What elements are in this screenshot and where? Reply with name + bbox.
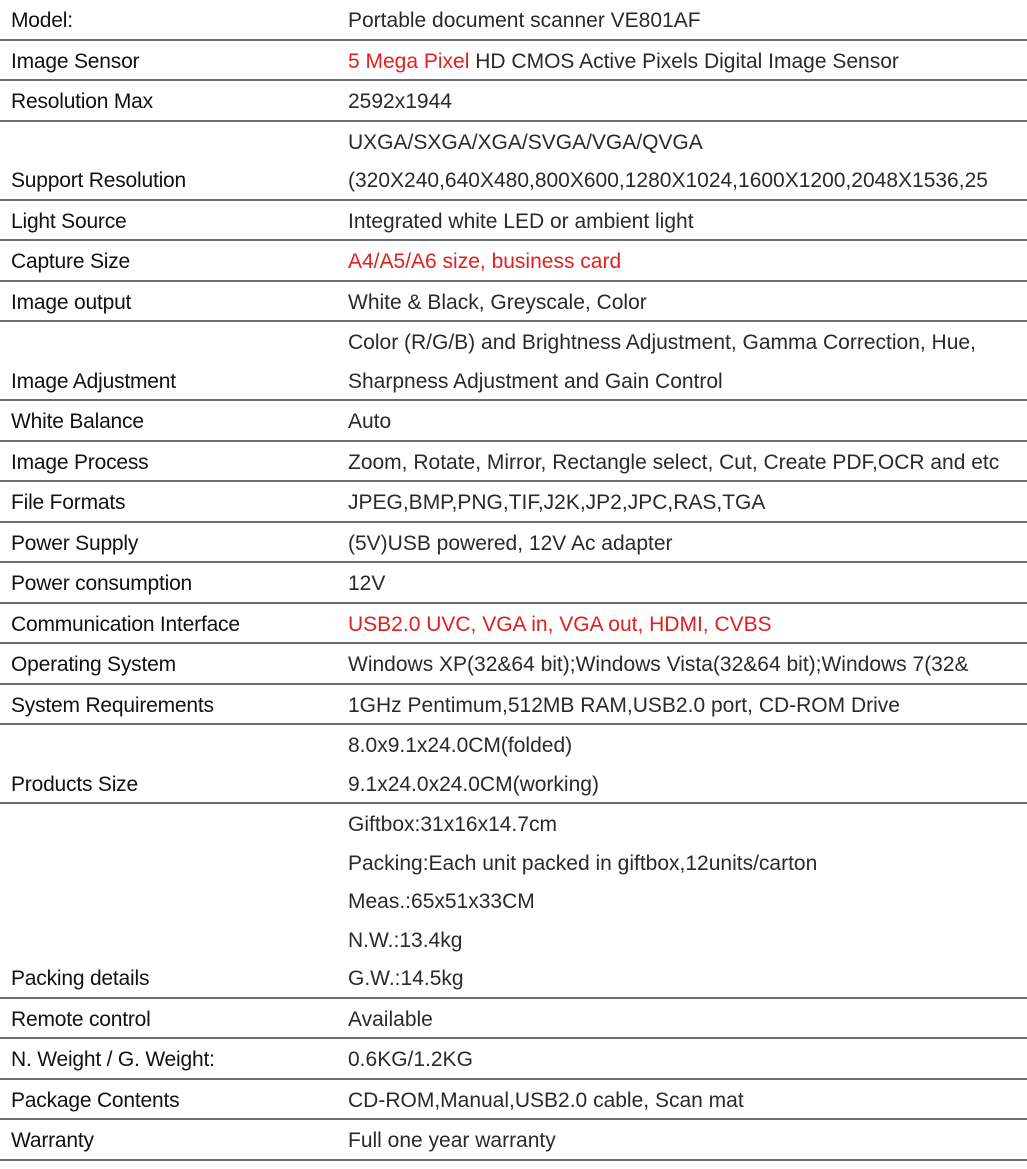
- spec-row: [0, 562, 1027, 603]
- value-text: Integrated white LED or ambient light: [348, 209, 694, 233]
- spec-label-text: Warranty: [11, 1129, 94, 1152]
- spec-label: [0, 80, 336, 121]
- spec-value-line: [348, 999, 1027, 1038]
- spec-value: [336, 724, 1027, 803]
- spec-label: [0, 1119, 336, 1160]
- spec-label: [0, 603, 336, 644]
- spec-label-text: Capture Size: [11, 250, 130, 273]
- spec-value: [336, 121, 1027, 200]
- spec-value: [336, 400, 1027, 441]
- spec-row: [0, 240, 1027, 281]
- spec-row: [0, 400, 1027, 441]
- value-text: Available: [348, 1007, 433, 1031]
- value-text: HD CMOS Active Pixels Digital Image Sensor: [469, 49, 899, 73]
- spec-value: [336, 1079, 1027, 1120]
- spec-value: [336, 481, 1027, 522]
- spec-label: [0, 562, 336, 603]
- spec-value-line: [348, 523, 1027, 562]
- spec-label: [0, 643, 336, 684]
- spec-value-line: [348, 843, 1027, 882]
- spec-label-text: Remote control: [11, 1007, 151, 1031]
- value-text: White & Black, Greyscale, Color: [348, 290, 647, 314]
- spec-value-line: [348, 122, 1027, 161]
- spec-row: [0, 803, 1027, 998]
- highlighted-text: USB2.0 UVC, VGA in, VGA out, HDMI, CVBS: [348, 612, 772, 636]
- spec-value-line: [348, 160, 1027, 199]
- spec-value-line: [348, 563, 1027, 602]
- spec-value: [336, 684, 1027, 725]
- spec-value-line: [348, 881, 1027, 920]
- spec-value-line: [348, 1039, 1027, 1078]
- spec-value: [336, 562, 1027, 603]
- value-text: (320X240,640X480,800X600,1280X1024,1600X1200,2048X1536,25: [348, 169, 988, 192]
- spec-value-line: [348, 81, 1027, 120]
- spec-label-text: N. Weight / G. Weight:: [11, 1048, 215, 1071]
- spec-label-text: Image Adjustment: [11, 369, 176, 393]
- spec-value: [336, 240, 1027, 281]
- spec-label-text: Operating System: [11, 653, 176, 676]
- value-text: 12V: [348, 572, 386, 595]
- spec-row: [0, 121, 1027, 200]
- spec-row: [0, 481, 1027, 522]
- spec-label-text: Resolution Max: [11, 90, 153, 113]
- spec-value-line: [348, 442, 1027, 481]
- value-text: Zoom, Rotate, Mirror, Rectangle select, Cut, Create PDF,OCR and etc: [348, 450, 1000, 474]
- spec-label-text: Support Resolution: [11, 169, 187, 192]
- value-text: N.W.:13.4kg: [348, 928, 463, 952]
- spec-value: [336, 80, 1027, 121]
- spec-label-text: Package Contents: [11, 1088, 180, 1112]
- spec-value: [336, 998, 1027, 1039]
- spec-value-line: [348, 958, 1027, 997]
- spec-row: [0, 200, 1027, 241]
- spec-label: [0, 1038, 336, 1079]
- spec-label-text: White Balance: [11, 410, 144, 433]
- spec-row: [0, 724, 1027, 803]
- spec-label: [0, 321, 336, 400]
- spec-row: [0, 80, 1027, 121]
- spec-label: [0, 400, 336, 441]
- spec-value-line: [348, 401, 1027, 440]
- spec-label-text: Communication Interface: [11, 612, 240, 636]
- spec-label: [0, 998, 336, 1039]
- spec-label-text: File Formats: [11, 491, 126, 514]
- value-text: Color (R/G/B) and Brightness Adjustment, Gamma Correction, Hue,: [348, 331, 976, 354]
- spec-row: [0, 522, 1027, 563]
- value-text: (5V)USB powered, 12V Ac adapter: [348, 531, 673, 555]
- spec-value-line: [348, 361, 1027, 400]
- spec-value-line: [348, 764, 1027, 803]
- value-text: 8.0x9.1x24.0CM(folded): [348, 734, 573, 757]
- spec-label-text: Model:: [11, 9, 73, 32]
- spec-label: [0, 724, 336, 803]
- spec-value: [336, 441, 1027, 482]
- spec-value-line: [348, 644, 1027, 683]
- value-text: 0.6KG/1.2KG: [348, 1048, 473, 1071]
- spec-value-line: [348, 725, 1027, 764]
- spec-label: [0, 121, 336, 200]
- spec-label-text: Image Sensor: [11, 49, 140, 73]
- spec-label: [0, 481, 336, 522]
- spec-value-line: [348, 322, 1027, 361]
- spec-label-text: Power Supply: [11, 531, 139, 555]
- spec-row: [0, 1119, 1027, 1160]
- spec-label: [0, 803, 336, 998]
- spec-label-text: Products Size: [11, 772, 138, 796]
- spec-row: [0, 1038, 1027, 1079]
- spec-row: [0, 441, 1027, 482]
- spec-row: [0, 40, 1027, 81]
- spec-label: [0, 0, 336, 40]
- spec-value: [336, 281, 1027, 322]
- spec-label: [0, 1079, 336, 1120]
- spec-label-text: Power consumption: [11, 572, 193, 595]
- spec-value: [336, 603, 1027, 644]
- value-text: Packing:Each unit packed in giftbox,12units/carton: [348, 851, 818, 875]
- spec-label-text: System Requirements: [11, 693, 214, 717]
- spec-label: [0, 441, 336, 482]
- spec-row: [0, 998, 1027, 1039]
- value-text: 1GHz Pentimum,512MB RAM,USB2.0 port, CD-ROM Drive: [348, 693, 900, 717]
- spec-value-line: [348, 482, 1027, 521]
- spec-label-text: Image output: [11, 290, 132, 314]
- spec-row: [0, 0, 1027, 40]
- spec-value-line: [348, 685, 1027, 724]
- spec-value: [336, 200, 1027, 241]
- spec-label: [0, 522, 336, 563]
- spec-row: [0, 321, 1027, 400]
- value-text: Windows XP(32&64 bit);Windows Vista(32&64 bit);Windows 7(32&: [348, 653, 969, 676]
- value-text: Sharpness Adjustment and Gain Control: [348, 369, 723, 393]
- spec-label: [0, 281, 336, 322]
- spec-value: [336, 40, 1027, 81]
- spec-value: [336, 0, 1027, 40]
- value-text: Auto: [348, 410, 392, 433]
- spec-value: [336, 321, 1027, 400]
- spec-value-line: [348, 0, 1027, 39]
- spec-value-line: [348, 201, 1027, 240]
- value-text: 9.1x24.0x24.0CM(working): [348, 772, 599, 796]
- spec-label: [0, 240, 336, 281]
- spec-value: [336, 522, 1027, 563]
- spec-label-text: Image Process: [11, 450, 149, 474]
- spec-value-line: [348, 920, 1027, 959]
- value-text: G.W.:14.5kg: [348, 967, 464, 990]
- spec-label-text: Light Source: [11, 209, 127, 233]
- spec-value: [336, 1038, 1027, 1079]
- spec-label: [0, 40, 336, 81]
- spec-value-line: [348, 282, 1027, 321]
- spec-value: [336, 803, 1027, 998]
- value-text: CD-ROM,Manual,USB2.0 cable, Scan mat: [348, 1088, 744, 1112]
- highlighted-text: A4/A5/A6 size, business card: [348, 250, 622, 273]
- spec-value: [336, 643, 1027, 684]
- value-text: Meas.:65x51x33CM: [348, 890, 535, 913]
- spec-row: [0, 684, 1027, 725]
- spec-value-line: [348, 1120, 1027, 1159]
- value-text: Portable document scanner VE801AF: [348, 9, 701, 32]
- value-text: 2592x1944: [348, 90, 452, 113]
- value-text: UXGA/SXGA/XGA/SVGA/VGA/QVGA: [348, 130, 703, 154]
- spec-row: [0, 1079, 1027, 1120]
- spec-row: [0, 603, 1027, 644]
- spec-value-line: [348, 41, 1027, 80]
- spec-label: [0, 200, 336, 241]
- spec-row: [0, 281, 1027, 322]
- spec-label: [0, 684, 336, 725]
- spec-value-line: [348, 1080, 1027, 1119]
- value-text: Full one year warranty: [348, 1129, 556, 1152]
- highlighted-text: 5 Mega Pixel: [348, 49, 470, 73]
- spec-row: [0, 643, 1027, 684]
- spec-value: [336, 1119, 1027, 1160]
- value-text: Giftbox:31x16x14.7cm: [348, 813, 557, 836]
- spec-value-line: [348, 804, 1027, 843]
- value-text: JPEG,BMP,PNG,TIF,J2K,JP2,JPC,RAS,TGA: [348, 491, 766, 514]
- spec-value-line: [348, 241, 1027, 280]
- spec-value-line: [348, 604, 1027, 643]
- spec-label-text: Packing details: [11, 967, 150, 990]
